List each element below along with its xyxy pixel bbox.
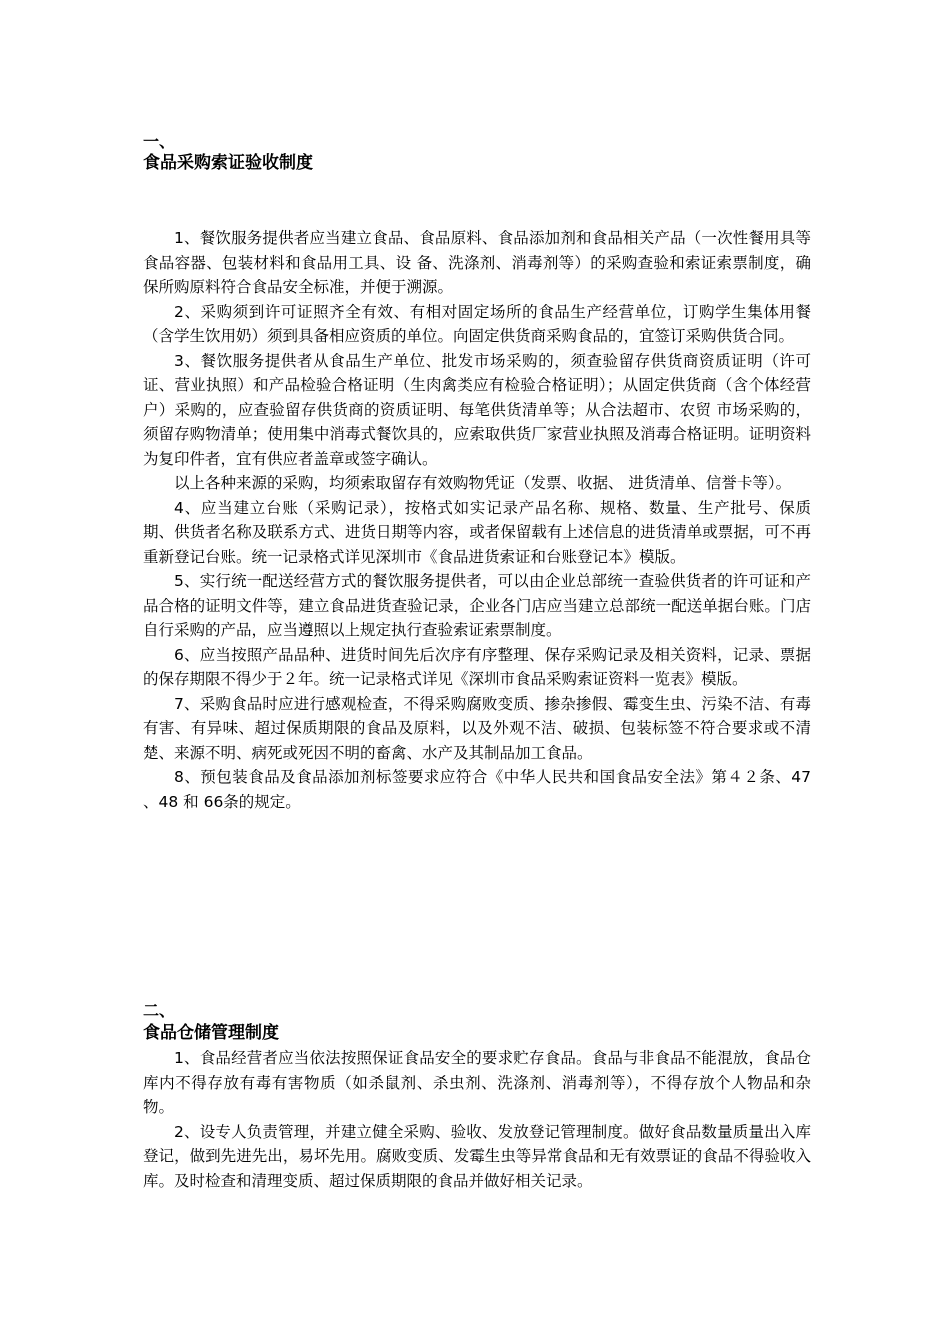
- section-1-paragraph-5: 5、实行统一配送经营方式的餐饮服务提供者，可以由企业总部统一查验供货者的许可证和产品合格的证明文件等，建立食品进货查验记录，企业各门店应当建立总部统一配送单据台账。门店自行采购的产品，应当遵照以上规定执行查验索证索票制度。: [143, 572, 811, 639]
- section-1-paragraph-6: 6、应当按照产品品种、进货时间先后次序有序整理、保存采购记录及相关资料，记录、票据的保存期限不得少于２年。统一记录格式详见《深圳市食品采购索证资料一览表》模版。: [143, 645, 811, 688]
- section-1-number: 一、: [143, 132, 176, 151]
- section-1-paragraph-1: 1、餐饮服务提供者应当建立食品、食品原料、食品添加剂和食品相关产品（一次性餐用具等食品容器、包装材料和食品用工具、设 备、洗涤剂、消毒剂等）的采购查验和索证索票制度，确保所购原料符合食品安全标准，并便于溯源。: [143, 229, 811, 296]
- section-2-title: 食品仓储管理制度: [143, 1023, 279, 1043]
- section-1-paragraph-7: 7、采购食品时应进行感观检查，不得采购腐败变质、掺杂掺假、霉变生虫、污染不洁、有毒有害、有异味、超过保质期限的食品及原料，以及外观不洁、破损、包装标签不符合要求或不清楚、来源不明、病死或死因不明的畜禽、水产及其制品加工食品。: [143, 694, 811, 762]
- section-1-body: [143, 226, 811, 814]
- section-2-number: 二、: [143, 1001, 176, 1020]
- section-1-title: 食品采购索证验收制度: [143, 153, 313, 173]
- section-1-paragraph-4: 4、应当建立台账（采购记录），按格式如实记录产品名称、规格、数量、生产批号、保质期、供货者名称及联系方式、进货日期等内容，或者保留载有上述信息的进货清单或票据，可不再重新登记台账。统一记录格式详见深圳市《食品进货索证和台账登记本》模版。: [143, 498, 811, 566]
- section-2-paragraph-2: 2、设专人负责管理，并建立健全采购、验收、发放登记管理制度。做好食品数量质量出入库登记，做到先进先出，易坏先用。腐败变质、发霉生虫等异常食品和无有效票证的食品不得验收入库。及时检查和清理变质、超过保质期限的食品并做好相关记录。: [143, 1122, 811, 1190]
- section-2-paragraph-1: 1、食品经营者应当依法按照保证食品安全的要求贮存食品。食品与非食品不能混放，食品仓库内不得存放有毒有害物质（如杀鼠剂、杀虫剂、洗涤剂、消毒剂等），不得存放个人物品和杂物。: [143, 1049, 811, 1116]
- section-1-paragraph-3: 3、餐饮服务提供者从食品生产单位、批发市场采购的，须查验留存供货商资质证明（许可证、营业执照）和产品检验合格证明（生肉禽类应有检验合格证明）；从固定供货商（含个体经营户）采购的，应查验留存供货商的资质证明、每笔供货清单等；从合法超市、农贸 市场采购的，须留存购物清单；使用集中消毒式餐饮具的，应索取供货厂家营业执照及消毒合格证明。证明资料为复印件者，宜有供应者盖章或签字确认。: [143, 351, 811, 468]
- section-1-paragraph-summary: 以上各种来源的采购，均须索取留存有效购物凭证（发票、收据、 进货清单、信誉卡等）。: [174, 474, 792, 492]
- section-1-paragraph-2: 2、采购须到许可证照齐全有效、有相对固定场所的食品生产经营单位，订购学生集体用餐（含学生饮用奶）须到具备相应资质的单位。向固定供货商采购食品的，宜签订采购供货合同。: [143, 302, 811, 345]
- section-2-body: [143, 1046, 811, 1193]
- section-1-paragraph-8: 8、预包装食品及食品添加剂标签要求应符合《中华人民共和国食品安全法》第４２条、47 、48 和 66条的规定。: [143, 768, 811, 811]
